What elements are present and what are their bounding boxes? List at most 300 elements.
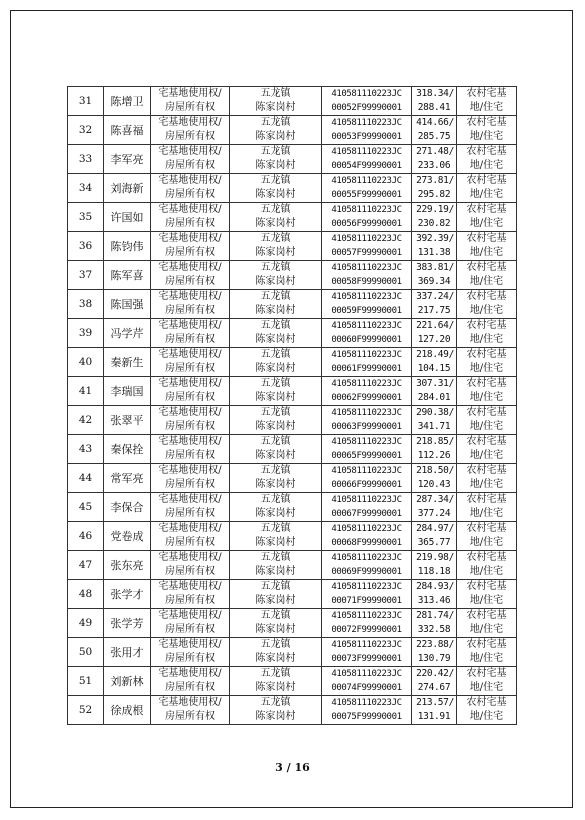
row-number: 40 [68,348,104,377]
row-number: 36 [68,232,104,261]
right-type [151,261,230,290]
location-village: 陈家岗村 [255,305,296,316]
usage-line2: 地/住宅 [469,102,504,113]
location-town: 五龙镇 [260,320,291,331]
right-type-line1: 宅基地使用权/ [158,262,222,273]
usage-line1: 农村宅基 [466,494,507,505]
right-type-line1: 宅基地使用权/ [158,523,222,534]
area [412,638,457,667]
unit-code-line2: 00052F99990001 [331,103,402,113]
land-area: 281.74/ [416,610,454,621]
usage-line1: 农村宅基 [466,291,507,302]
land-area: 221.64/ [416,320,454,331]
location-town: 五龙镇 [260,175,291,186]
location-village: 陈家岗村 [255,624,296,635]
owner-name: 陈喜福 [104,116,151,145]
usage [457,580,517,609]
owner-name: 常军亮 [104,464,151,493]
unit-code-line2: 00066F99990001 [331,480,402,490]
right-type-line2: 房屋所有权 [165,711,215,722]
right-type-line2: 房屋所有权 [165,653,215,664]
table-row [68,435,517,464]
area [412,435,457,464]
usage-line1: 农村宅基 [466,639,507,650]
unit-code-line1: 410581110223JC [331,495,402,505]
row-number: 45 [68,493,104,522]
right-type [151,203,230,232]
table-row [68,261,517,290]
land-area: 218.49/ [416,349,454,360]
unit-code-line2: 00068F99990001 [331,538,402,548]
right-type-line2: 房屋所有权 [165,479,215,490]
right-type-line1: 宅基地使用权/ [158,349,222,360]
right-type [151,551,230,580]
usage-line2: 地/住宅 [469,247,504,258]
right-type [151,174,230,203]
table-row [68,145,517,174]
unit-code-line2: 00063F99990001 [331,422,402,432]
usage-line2: 地/住宅 [469,508,504,519]
location [230,406,322,435]
unit-code [322,377,412,406]
unit-code-line1: 410581110223JC [331,553,402,563]
row-number: 44 [68,464,104,493]
location-town: 五龙镇 [260,291,291,302]
table-row [68,116,517,145]
area [412,696,457,725]
owner-name: 冯学芹 [104,319,151,348]
owner-name: 陈国强 [104,290,151,319]
location-town: 五龙镇 [260,349,291,360]
row-number: 39 [68,319,104,348]
usage-line1: 农村宅基 [466,610,507,621]
land-area: 213.57/ [416,697,454,708]
area [412,290,457,319]
location-town: 五龙镇 [260,581,291,592]
owner-name: 陈增卫 [104,87,151,116]
unit-code-line1: 410581110223JC [331,321,402,331]
right-type-line1: 宅基地使用权/ [158,378,222,389]
right-type-line2: 房屋所有权 [165,276,215,287]
right-type [151,406,230,435]
unit-code [322,435,412,464]
unit-code [322,493,412,522]
usage-line1: 农村宅基 [466,88,507,99]
location-town: 五龙镇 [260,204,291,215]
area [412,87,457,116]
right-type-line1: 宅基地使用权/ [158,117,222,128]
unit-code-line1: 410581110223JC [331,176,402,186]
location [230,232,322,261]
row-number: 38 [68,290,104,319]
table-row [68,87,517,116]
table-row [68,464,517,493]
building-area: 295.82 [417,189,451,200]
usage-line1: 农村宅基 [466,320,507,331]
unit-code-line1: 410581110223JC [331,350,402,360]
usage [457,290,517,319]
land-area: 273.81/ [416,175,454,186]
location-village: 陈家岗村 [255,363,296,374]
usage [457,435,517,464]
right-type [151,493,230,522]
right-type-line2: 房屋所有权 [165,682,215,693]
location-town: 五龙镇 [260,639,291,650]
right-type-line1: 宅基地使用权/ [158,436,222,447]
usage [457,522,517,551]
area [412,232,457,261]
location [230,319,322,348]
building-area: 288.41 [417,102,451,113]
right-type-line2: 房屋所有权 [165,247,215,258]
location-village: 陈家岗村 [255,682,296,693]
unit-code-line1: 410581110223JC [331,582,402,592]
usage-line2: 地/住宅 [469,595,504,606]
right-type-line1: 宅基地使用权/ [158,320,222,331]
usage [457,348,517,377]
right-type [151,232,230,261]
unit-code [322,174,412,203]
unit-code-line1: 410581110223JC [331,466,402,476]
unit-code-line1: 410581110223JC [331,611,402,621]
right-type-line2: 房屋所有权 [165,537,215,548]
owner-name: 秦保拴 [104,435,151,464]
unit-code-line2: 00065F99990001 [331,451,402,461]
building-area: 233.06 [417,160,451,171]
row-number: 47 [68,551,104,580]
right-type-line1: 宅基地使用权/ [158,146,222,157]
unit-code [322,638,412,667]
usage-line1: 农村宅基 [466,146,507,157]
usage [457,377,517,406]
usage-line2: 地/住宅 [469,276,504,287]
location-town: 五龙镇 [260,610,291,621]
usage-line1: 农村宅基 [466,175,507,186]
building-area: 104.15 [417,363,451,374]
owner-name: 徐成根 [104,696,151,725]
usage-line1: 农村宅基 [466,465,507,476]
location-town: 五龙镇 [260,668,291,679]
row-number: 32 [68,116,104,145]
usage [457,145,517,174]
building-area: 130.79 [417,653,451,664]
location-village: 陈家岗村 [255,711,296,722]
usage-line2: 地/住宅 [469,711,504,722]
row-number: 46 [68,522,104,551]
usage-line2: 地/住宅 [469,682,504,693]
page-number: 3 / 16 [275,761,310,774]
row-number: 50 [68,638,104,667]
usage-line2: 地/住宅 [469,189,504,200]
unit-code [322,203,412,232]
right-type [151,348,230,377]
unit-code [322,232,412,261]
unit-code [322,667,412,696]
land-area: 414.66/ [416,117,454,128]
location-town: 五龙镇 [260,233,291,244]
location-village: 陈家岗村 [255,334,296,345]
row-number: 49 [68,609,104,638]
right-type-line2: 房屋所有权 [165,160,215,171]
building-area: 120.43 [417,479,451,490]
usage [457,667,517,696]
location [230,609,322,638]
land-area: 284.93/ [416,581,454,592]
usage [457,493,517,522]
building-area: 285.75 [417,131,451,142]
location [230,638,322,667]
land-area: 223.88/ [416,639,454,650]
right-type [151,580,230,609]
unit-code-line2: 00060F99990001 [331,335,402,345]
usage [457,87,517,116]
unit-code-line2: 00069F99990001 [331,567,402,577]
unit-code-line2: 00061F99990001 [331,364,402,374]
usage-line1: 农村宅基 [466,407,507,418]
location [230,116,322,145]
location [230,580,322,609]
usage [457,174,517,203]
land-area: 307.31/ [416,378,454,389]
usage-line1: 农村宅基 [466,436,507,447]
location-village: 陈家岗村 [255,160,296,171]
unit-code-line2: 00075F99990001 [331,712,402,722]
right-type-line2: 房屋所有权 [165,508,215,519]
usage [457,551,517,580]
land-area: 383.81/ [416,262,454,273]
area [412,319,457,348]
unit-code-line2: 00055F99990001 [331,190,402,200]
unit-code [322,609,412,638]
land-area: 392.39/ [416,233,454,244]
unit-code [322,406,412,435]
location-village: 陈家岗村 [255,479,296,490]
usage-line2: 地/住宅 [469,479,504,490]
unit-code-line1: 410581110223JC [331,263,402,273]
location-village: 陈家岗村 [255,276,296,287]
building-area: 274.67 [417,682,451,693]
right-type [151,145,230,174]
location-town: 五龙镇 [260,117,291,128]
location [230,493,322,522]
building-area: 377.24 [417,508,451,519]
unit-code [322,580,412,609]
unit-code-line2: 00067F99990001 [331,509,402,519]
right-type-line1: 宅基地使用权/ [158,639,222,650]
unit-code-line1: 410581110223JC [331,147,402,157]
unit-code [322,145,412,174]
land-area: 287.34/ [416,494,454,505]
unit-code-line2: 00058F99990001 [331,277,402,287]
usage-line2: 地/住宅 [469,537,504,548]
area [412,609,457,638]
area [412,522,457,551]
unit-code [322,116,412,145]
land-area: 337.24/ [416,291,454,302]
building-area: 217.75 [417,305,451,316]
right-type-line1: 宅基地使用权/ [158,204,222,215]
right-type-line1: 宅基地使用权/ [158,407,222,418]
unit-code-line1: 410581110223JC [331,89,402,99]
land-area: 318.34/ [416,88,454,99]
owner-name: 李瑞国 [104,377,151,406]
owner-name: 秦新生 [104,348,151,377]
area [412,580,457,609]
land-area: 219.98/ [416,552,454,563]
location-town: 五龙镇 [260,436,291,447]
area [412,551,457,580]
right-type-line1: 宅基地使用权/ [158,88,222,99]
right-type-line1: 宅基地使用权/ [158,581,222,592]
unit-code-line1: 410581110223JC [331,292,402,302]
location-village: 陈家岗村 [255,653,296,664]
right-type-line2: 房屋所有权 [165,305,215,316]
building-area: 118.18 [417,566,451,577]
right-type [151,522,230,551]
owner-name: 李保合 [104,493,151,522]
location-town: 五龙镇 [260,523,291,534]
location-village: 陈家岗村 [255,392,296,403]
table-row [68,319,517,348]
right-type [151,609,230,638]
unit-code-line2: 00072F99990001 [331,625,402,635]
right-type [151,696,230,725]
table-row [68,522,517,551]
area [412,377,457,406]
usage [457,319,517,348]
area [412,203,457,232]
usage-line2: 地/住宅 [469,653,504,664]
area [412,667,457,696]
usage [457,232,517,261]
right-type-line2: 房屋所有权 [165,218,215,229]
unit-code-line2: 00053F99990001 [331,132,402,142]
row-number: 48 [68,580,104,609]
unit-code [322,522,412,551]
usage-line2: 地/住宅 [469,218,504,229]
usage [457,609,517,638]
area [412,464,457,493]
unit-code-line2: 00057F99990001 [331,248,402,258]
location-town: 五龙镇 [260,552,291,563]
location [230,174,322,203]
row-number: 41 [68,377,104,406]
location-town: 五龙镇 [260,378,291,389]
owner-name: 陈钧伟 [104,232,151,261]
table-row [68,290,517,319]
area [412,116,457,145]
right-type-line1: 宅基地使用权/ [158,175,222,186]
location [230,464,322,493]
right-type [151,377,230,406]
unit-code-line2: 00073F99990001 [331,654,402,664]
location-village: 陈家岗村 [255,566,296,577]
location [230,377,322,406]
owner-name: 张学芳 [104,609,151,638]
row-number: 37 [68,261,104,290]
area [412,348,457,377]
owner-name: 刘新林 [104,667,151,696]
table-row [68,667,517,696]
right-type-line2: 房屋所有权 [165,566,215,577]
row-number: 33 [68,145,104,174]
right-type-line1: 宅基地使用权/ [158,291,222,302]
location-village: 陈家岗村 [255,537,296,548]
usage-line1: 农村宅基 [466,697,507,708]
registry-table-body [68,87,517,725]
owner-name: 许国如 [104,203,151,232]
registry-table [67,86,517,725]
location-town: 五龙镇 [260,465,291,476]
owner-name: 张学才 [104,580,151,609]
usage-line1: 农村宅基 [466,523,507,534]
location [230,667,322,696]
unit-code [322,87,412,116]
usage-line1: 农村宅基 [466,204,507,215]
unit-code-line1: 410581110223JC [331,437,402,447]
land-area: 218.50/ [416,465,454,476]
usage-line2: 地/住宅 [469,566,504,577]
table-row [68,609,517,638]
location-village: 陈家岗村 [255,421,296,432]
location-town: 五龙镇 [260,88,291,99]
location-village: 陈家岗村 [255,218,296,229]
unit-code-line1: 410581110223JC [331,669,402,679]
usage-line2: 地/住宅 [469,305,504,316]
unit-code-line1: 410581110223JC [331,234,402,244]
table-row [68,406,517,435]
location [230,522,322,551]
location-village: 陈家岗村 [255,508,296,519]
usage-line1: 农村宅基 [466,117,507,128]
location [230,290,322,319]
location-village: 陈家岗村 [255,102,296,113]
right-type [151,638,230,667]
building-area: 131.38 [417,247,451,258]
location [230,551,322,580]
unit-code-line1: 410581110223JC [331,379,402,389]
owner-name: 李军亮 [104,145,151,174]
building-area: 332.58 [417,624,451,635]
land-area: 284.97/ [416,523,454,534]
right-type-line2: 房屋所有权 [165,595,215,606]
row-number: 34 [68,174,104,203]
location-town: 五龙镇 [260,262,291,273]
building-area: 131.91 [417,711,451,722]
table-row [68,348,517,377]
location [230,87,322,116]
unit-code [322,319,412,348]
land-area: 290.38/ [416,407,454,418]
usage-line2: 地/住宅 [469,334,504,345]
unit-code [322,696,412,725]
building-area: 284.01 [417,392,451,403]
table-row [68,232,517,261]
right-type [151,319,230,348]
building-area: 127.20 [417,334,451,345]
usage-line2: 地/住宅 [469,624,504,635]
right-type [151,464,230,493]
usage [457,464,517,493]
location [230,348,322,377]
unit-code-line1: 410581110223JC [331,408,402,418]
right-type-line2: 房屋所有权 [165,334,215,345]
land-area: 218.85/ [416,436,454,447]
land-area: 229.19/ [416,204,454,215]
right-type [151,87,230,116]
row-number: 42 [68,406,104,435]
land-area: 271.48/ [416,146,454,157]
